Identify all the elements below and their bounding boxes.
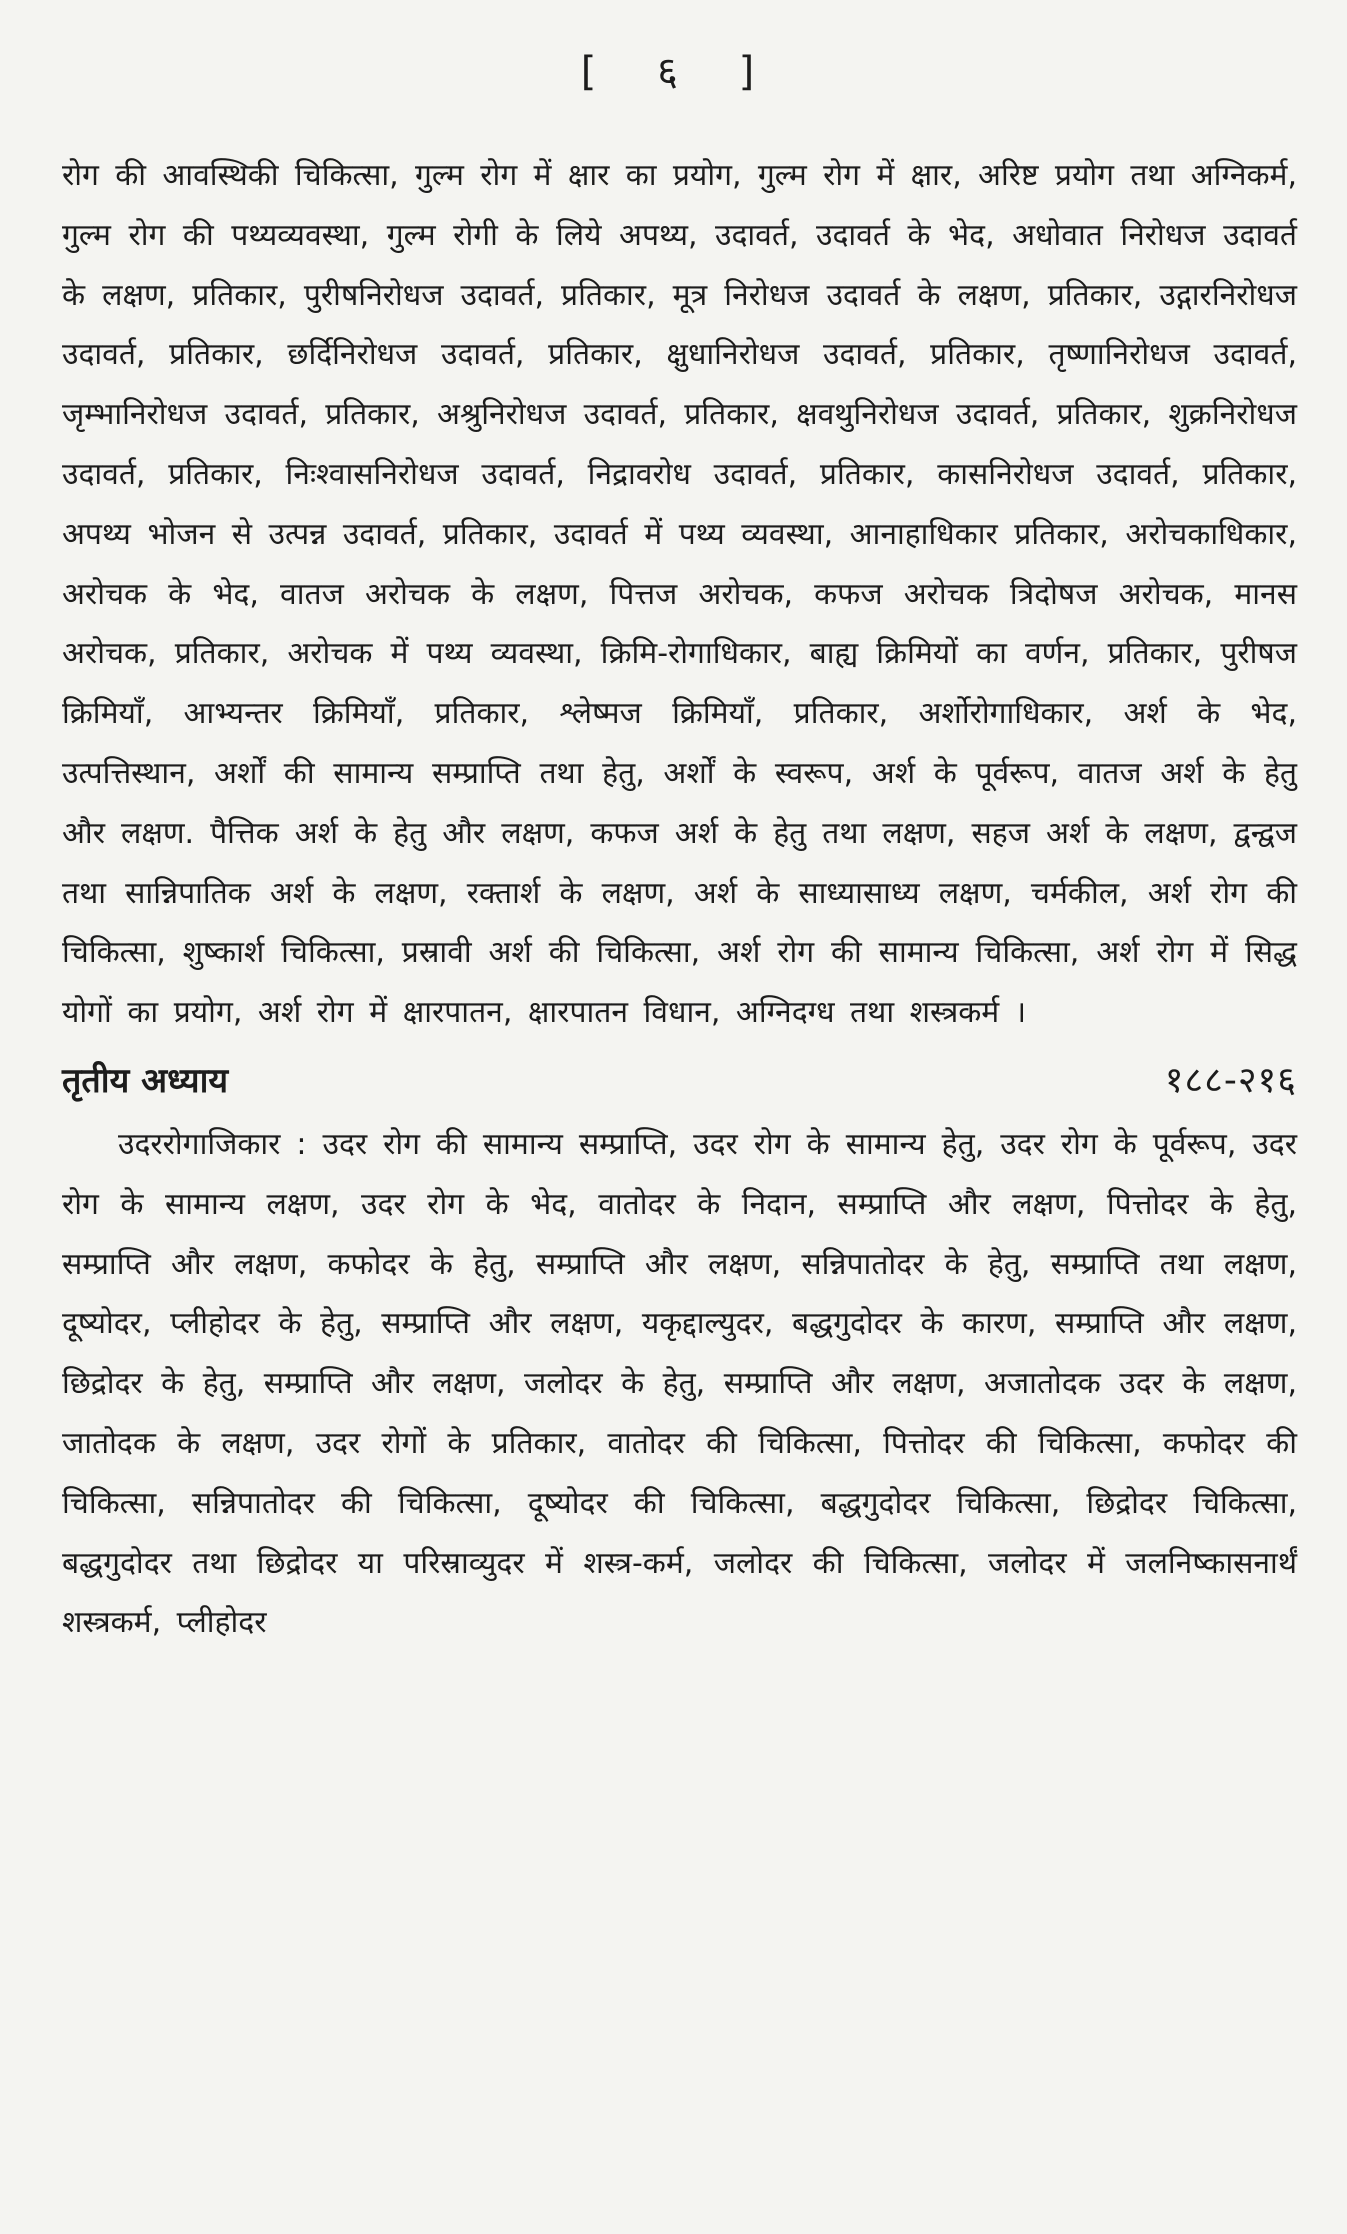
page-number: [ ६ ] — [580, 49, 779, 95]
section-heading — [62, 1051, 1297, 1111]
section-title: तृतीय अध्याय — [62, 1060, 229, 1101]
section-page-range: १८८-२१६ — [1164, 1059, 1297, 1101]
contents-paragraph-2: उदररोगाजिकार : उदर रोग की सामान्य सम्प्राप्ति, उदर रोग के सामान्य हेतु, उदर रोग के पूर्वरूप, उदर रोग के सामान्य लक्षण, उदर रोग के भेद, वातोदर के निदान, सम्प्राप्ति और लक्षण, पित्तोदर के हेतु, सम्प्राप्ति और लक्षण, कफोदर के हेतु, सम्प्राप्ति और लक्षण, सन्निपातोदर के हेतु, सम्प्राप्ति तथा लक्षण, दूष्योदर, प्लीहोदर के हेतु, सम्प्राप्ति और लक्षण, यकृद्दाल्युदर, बद्धगुदोदर के कारण, सम्प्राप्ति और लक्षण, छिद्रोदर के हेतु, सम्प्राप्ति और लक्षण, जलोदर के हेतु, सम्प्राप्ति और लक्षण, अजातोदक उदर के लक्षण, जातोदक के लक्षण, उदर रोगों के प्रतिकार, वातोदर की चिकित्सा, पित्तोदर की चिकित्सा, कफोदर की चिकित्सा, सन्निपातोदर की चिकित्सा, दूष्योदर की चिकित्सा, बद्धगुदोदर चिकित्सा, छिद्रोदर चिकित्सा, बद्धगुदोदर तथा छिद्रोदर या परिस्राव्युदर में शस्त्र-कर्म, जलोदर की चिकित्सा, जलोदर में जलनिष्कासनार्थं शस्त्रकर्म, प्लीहोदर — [62, 1126, 1297, 1641]
contents-paragraph-1: रोग की आवस्थिकी चिकित्सा, गुल्म रोग में क्षार का प्रयोग, गुल्म रोग में क्षार, अरिष्ट प्रयोग तथा अग्निकर्म, गुल्म रोग की पथ्यव्यवस्था, गुल्म रोगी के लिये अपथ्य, उदावर्त, उदावर्त के भेद, अधोवात निरोधज उदावर्त के लक्षण, प्रतिकार, पुरीषनिरोधज उदावर्त, प्रतिकार, मूत्र निरोधज उदावर्त के लक्षण, प्रतिकार, उद्गारनिरोधज उदावर्त, प्रतिकार, छर्दिनिरोधज उदावर्त, प्रतिकार, क्षुधानिरोधज उदावर्त, प्रतिकार, तृष्णानिरोधज उदावर्त, जृम्भानिरोधज उदावर्त, प्रतिकार, अश्रुनिरोधज उदावर्त, प्रतिकार, क्षवथुनिरोधज उदावर्त, प्रतिकार, शुक्रनिरोधज उदावर्त, प्रतिकार, निःश्वासनिरोधज उदावर्त, निद्रावरोध उदावर्त, प्रतिकार, कासनिरोधज उदावर्त, प्रतिकार, अपथ्य भोजन से उत्पन्न उदावर्त, प्रतिकार, उदावर्त में पथ्य व्यवस्था, आनाहाधिकार प्रतिकार, अरोचकाधिकार, अरोचक के भेद, वातज अरोचक के लक्षण, पित्तज अरोचक, कफज अरोचक त्रिदोषज अरोचक, मानस अरोचक, प्रतिकार, अरोचक में पथ्य व्यवस्था, क्रिमि-रोगाधिकार, बाह्य क्रिमियों का वर्णन, प्रतिकार, पुरीषज क्रिमियाँ, आभ्यन्तर क्रिमियाँ, प्रतिकार, श्लेष्मज क्रिमियाँ, प्रतिकार, अर्शोरोगाधिकार, अर्श के भेद, उत्पत्तिस्थान, अर्शों की सामान्य सम्प्राप्ति तथा हेतु, अर्शों के स्वरूप, अर्श के पूर्वरूप, वातज अर्श के हेतु और लक्षण. पैत्तिक अर्श के हेतु और लक्षण, कफज अर्श के हेतु तथा लक्षण, सहज अर्श के लक्षण, द्वन्द्वज तथा सान्निपातिक अर्श के लक्षण, रक्तार्श के लक्षण, अर्श के साध्यासाध्य लक्षण, चर्मकील, अर्श रोग की चिकित्सा, शुष्कार्श चिकित्सा, प्रस्रावी अर्श की चिकित्सा, अर्श रोग की सामान्य चिकित्सा, अर्श रोग में सिद्ध योगों का प्रयोग, अर्श रोग में क्षारपातन, क्षारपातन विधान, अग्निदग्ध तथा शस्त्रकर्म । — [62, 158, 1297, 1031]
